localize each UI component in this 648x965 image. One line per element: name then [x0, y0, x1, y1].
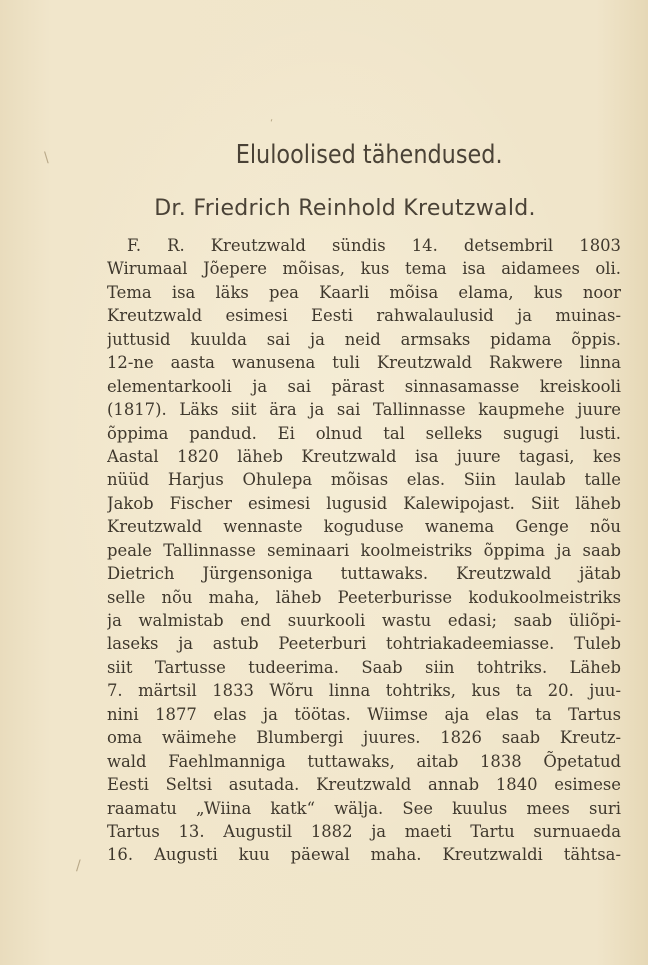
- text-line: Kreutzwald esimesi Eesti rahwalaulusid ja muinas-: [107, 306, 621, 326]
- text-line: Wirumaal Jõepere mõisas, kus tema isa aidamees oli.: [107, 259, 621, 279]
- page-heading: Eluloolised tähendused.: [235, 140, 503, 170]
- text-line: laseks ja astub Peeterburi tohtriakadeemiasse. Tuleb: [107, 634, 621, 654]
- biography-subject-title: Dr. Friedrich Reinhold Kreutzwald.: [154, 196, 536, 221]
- margin-speck: \: [44, 150, 49, 166]
- text-line: 7. märtsil 1833 Wõru linna tohtriks, kus ta 20. juu-: [107, 681, 621, 701]
- text-line: ja walmistab end suurkooli wastu edasi; saab üliõpi-: [107, 611, 621, 630]
- text-line: (1817). Läks siit ära ja sai Tallinnasse kaupmehe juure: [107, 400, 621, 420]
- text-line: nini 1877 elas ja töötas. Wiimse aja elas ta Tartus: [107, 704, 621, 724]
- text-line: F. R. Kreutzwald sündis 14. detsembril 1803: [127, 236, 621, 255]
- margin-speck: ‘: [270, 118, 274, 129]
- text-line: 16. Augusti kuu päewal maha. Kreutzwaldi tähtsa-: [107, 845, 621, 865]
- text-line: Kreutzwald wennaste koguduse wanema Genge nõu: [107, 517, 621, 537]
- text-line: oma wäimehe Blumbergi juures. 1826 saab Kreutz-: [107, 728, 621, 748]
- text-line: Jakob Fischer esimesi lugusid Kalewipojast. Siit läheb: [107, 493, 621, 513]
- text-line: Aastal 1820 läheb Kreutzwald isa juure tagasi, kes: [107, 446, 621, 466]
- text-line: Dietrich Jürgensoniga tuttawaks. Kreutzwald jätab: [107, 564, 621, 584]
- text-line: juttusid kuulda sai ja neid armsaks pidama õppis.: [107, 329, 621, 349]
- text-line: selle nõu maha, läheb Peeterburisse kodukoolmeistriks: [107, 587, 621, 607]
- text-line: siit Tartusse tudeerima. Saab siin tohtriks. Läheb: [107, 657, 621, 677]
- text-line: nüüd Harjus Ohulepa mõisas elas. Siin laulab talle: [107, 470, 621, 490]
- text-line: Tartus 13. Augustil 1882 ja maeti Tartu surnuaeda: [107, 821, 621, 841]
- text-line: Eesti Seltsi asutada. Kreutzwald annab 1840 esimese: [107, 775, 621, 795]
- text-line: õppima pandud. Ei olnud tal selleks sugugi lusti.: [107, 423, 621, 443]
- text-line: raamatu „Wiina katk“ wälja. See kuulus mees suri: [107, 798, 621, 818]
- text-line: wald Faehlmanniga tuttawaks, aitab 1838 Õpetatud: [107, 751, 621, 771]
- text-line: 12-ne aasta wanusena tuli Kreutzwald Rakwere linna: [107, 353, 621, 373]
- margin-speck: /: [76, 858, 81, 874]
- text-line: Tema isa läks pea Kaarli mõisa elama, kus noor: [107, 282, 621, 302]
- text-line: elementarkooli ja sai pärast sinnasamasse kreiskooli: [107, 376, 621, 396]
- text-line: peale Tallinnasse seminaari koolmeistriks õppima ja saab: [107, 540, 621, 560]
- biography-paragraph: [107, 234, 621, 867]
